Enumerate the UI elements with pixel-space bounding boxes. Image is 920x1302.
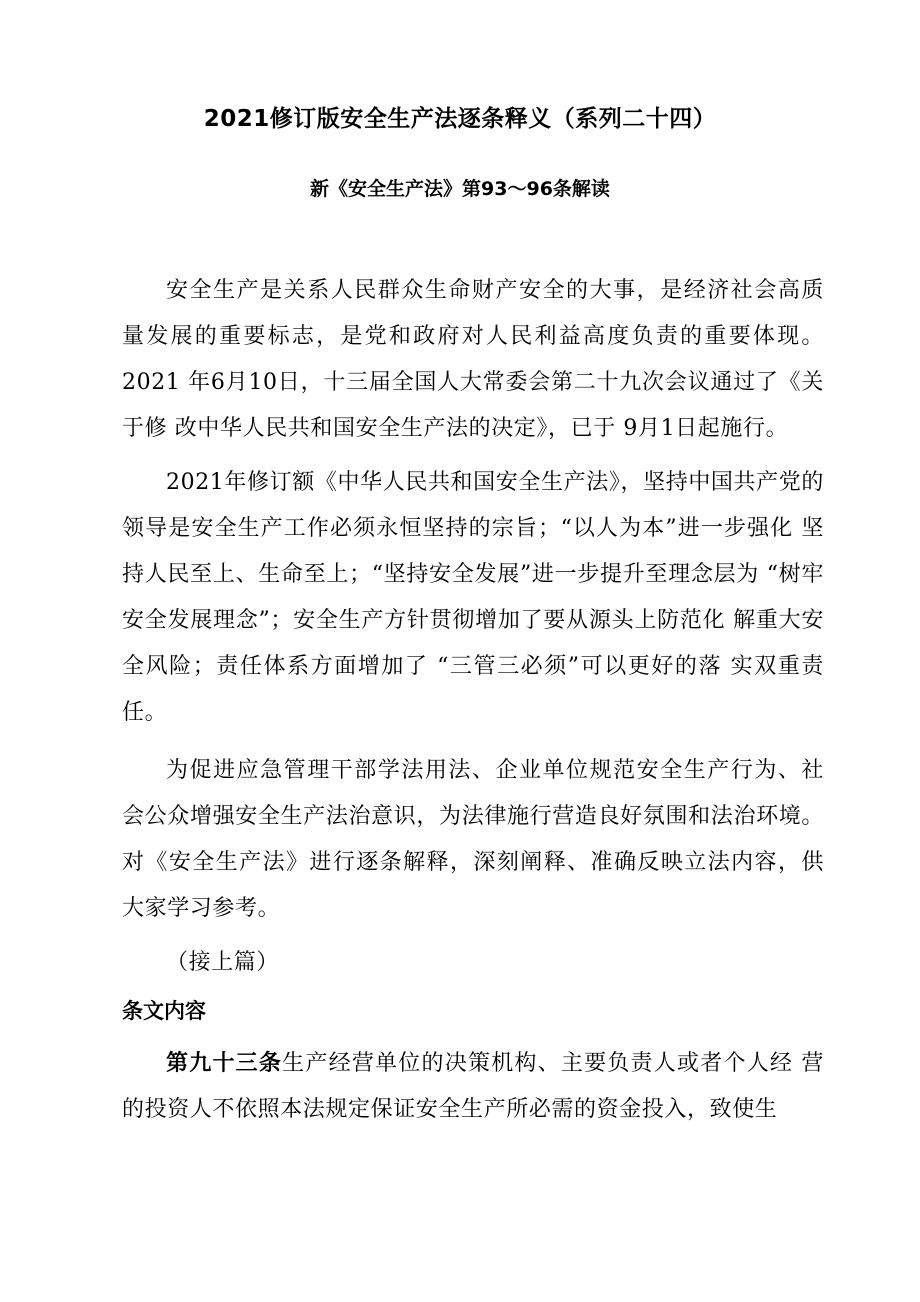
continued-note	[122, 940, 824, 986]
paragraph-text: 为促进应急管理干部学法用法、企业单位规范安全生产行为、社 会公众增强安全生产法治意识，为法律施行营造良好氛围和法治环境。 对《安全生产法》进行逐条解释，深刻阐释、准确反映立法内容，供 大家学习参考。	[122, 758, 824, 921]
section-heading: 条文内容	[122, 999, 206, 1023]
intro-paragraph-2	[122, 460, 824, 736]
intro-paragraph-1	[122, 268, 824, 452]
document-title: 2021修订版安全生产法逐条释义（系列二十四）	[203, 106, 717, 132]
paragraph-text: 安全生产是关系人民群众生命财产安全的大事，是经济社会高质 量发展的重要标志，是党和政府对人民利益高度负责的重要体现。2021 年6月10日，十三届全国人大常委会第二十九次会议通过了《关于修 改中华人民共和国安全生产法的决定》，已于 9月1日起施行。	[122, 278, 824, 441]
article-content	[122, 1041, 824, 1133]
article-paragraph	[122, 1041, 824, 1133]
paragraph-text: （接上篇）	[166, 950, 280, 975]
article-text: 生产经营单位的决策机构、主要负责人或者个人经 营的投资人不依照本法规定保证安全生产所必需的资金投入，致使生	[122, 1051, 824, 1122]
intro-paragraph-3	[122, 748, 824, 932]
paragraph-text: 2021年修订额《中华人民共和国安全生产法》，坚持中国共产党的 领导是安全生产工作必须永恒坚持的宗旨；“以人为本”进一步强化 坚持人民至上、生命至上；“坚持安全发展”进一步提升至理念层为 “树牢安全发展理念”；安全生产方针贯彻增加了要从源头上防范化 解重大安全风险；责任体系方面增加了 “三管三必须”可以更好的落 实双重责任。	[122, 470, 824, 725]
document-subtitle: 新《安全生产法》第93〜96条解读	[310, 178, 610, 200]
article-number: 第九十三条	[166, 1051, 283, 1076]
